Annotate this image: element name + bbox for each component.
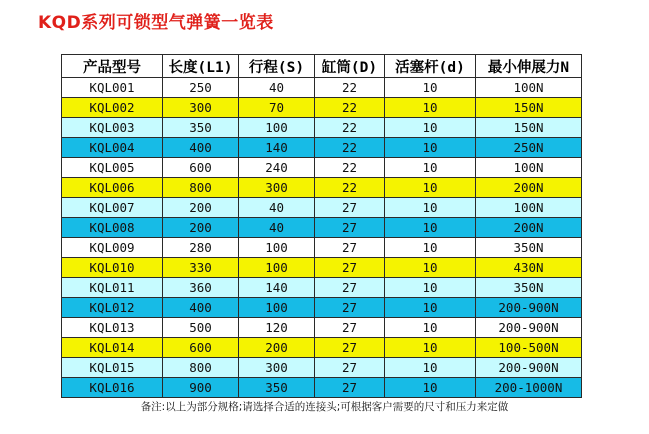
cell-min-force: 350N <box>476 238 582 258</box>
cell-stroke: 140 <box>239 278 315 298</box>
cell-piston-rod: 10 <box>385 238 476 258</box>
table-row <box>62 358 582 378</box>
cell-length: 330 <box>163 258 239 278</box>
cell-length: 600 <box>163 338 239 358</box>
cell-length: 250 <box>163 78 239 98</box>
cell-piston-rod: 10 <box>385 158 476 178</box>
cell-length: 400 <box>163 298 239 318</box>
table-row <box>62 158 582 178</box>
cell-model: KQL011 <box>62 278 163 298</box>
cell-min-force: 200-1000N <box>476 378 582 398</box>
cell-piston-rod: 10 <box>385 178 476 198</box>
cell-length: 280 <box>163 238 239 258</box>
cell-min-force: 100-500N <box>476 338 582 358</box>
table-row <box>62 198 582 218</box>
cell-stroke: 100 <box>239 298 315 318</box>
cell-model: KQL012 <box>62 298 163 318</box>
cell-min-force: 350N <box>476 278 582 298</box>
cell-cylinder: 27 <box>315 358 385 378</box>
cell-length: 350 <box>163 118 239 138</box>
cell-min-force: 100N <box>476 198 582 218</box>
spec-table-container <box>61 54 582 398</box>
table-row <box>62 98 582 118</box>
cell-cylinder: 22 <box>315 138 385 158</box>
cell-model: KQL009 <box>62 238 163 258</box>
cell-min-force: 200N <box>476 178 582 198</box>
cell-piston-rod: 10 <box>385 198 476 218</box>
cell-cylinder: 27 <box>315 318 385 338</box>
cell-min-force: 200-900N <box>476 358 582 378</box>
cell-cylinder: 22 <box>315 78 385 98</box>
cell-piston-rod: 10 <box>385 298 476 318</box>
table-row <box>62 118 582 138</box>
page-title: KQD系列可锁型气弹簧一览表 <box>38 13 274 33</box>
cell-model: KQL003 <box>62 118 163 138</box>
cell-model: KQL004 <box>62 138 163 158</box>
cell-piston-rod: 10 <box>385 218 476 238</box>
cell-cylinder: 22 <box>315 98 385 118</box>
table-row <box>62 78 582 98</box>
cell-piston-rod: 10 <box>385 138 476 158</box>
cell-stroke: 300 <box>239 358 315 378</box>
cell-cylinder: 22 <box>315 118 385 138</box>
cell-piston-rod: 10 <box>385 118 476 138</box>
header-stroke: 行程(S) <box>239 55 315 78</box>
cell-piston-rod: 10 <box>385 98 476 118</box>
cell-min-force: 250N <box>476 138 582 158</box>
table-row <box>62 218 582 238</box>
cell-model: KQL007 <box>62 198 163 218</box>
table-row <box>62 178 582 198</box>
cell-length: 900 <box>163 378 239 398</box>
cell-length: 500 <box>163 318 239 338</box>
table-body <box>62 78 582 398</box>
table-row <box>62 298 582 318</box>
cell-model: KQL014 <box>62 338 163 358</box>
table-row <box>62 138 582 158</box>
cell-cylinder: 27 <box>315 298 385 318</box>
cell-piston-rod: 10 <box>385 258 476 278</box>
cell-stroke: 140 <box>239 138 315 158</box>
header-length: 长度(L1) <box>163 55 239 78</box>
cell-piston-rod: 10 <box>385 378 476 398</box>
cell-model: KQL002 <box>62 98 163 118</box>
cell-min-force: 100N <box>476 158 582 178</box>
cell-stroke: 40 <box>239 78 315 98</box>
cell-length: 600 <box>163 158 239 178</box>
cell-min-force: 200N <box>476 218 582 238</box>
cell-piston-rod: 10 <box>385 78 476 98</box>
cell-length: 400 <box>163 138 239 158</box>
header-model: 产品型号 <box>62 55 163 78</box>
cell-stroke: 240 <box>239 158 315 178</box>
cell-piston-rod: 10 <box>385 318 476 338</box>
cell-stroke: 100 <box>239 118 315 138</box>
cell-stroke: 120 <box>239 318 315 338</box>
cell-stroke: 100 <box>239 238 315 258</box>
cell-piston-rod: 10 <box>385 358 476 378</box>
table-row <box>62 318 582 338</box>
cell-min-force: 150N <box>476 98 582 118</box>
table-row <box>62 238 582 258</box>
cell-stroke: 200 <box>239 338 315 358</box>
cell-model: KQL015 <box>62 358 163 378</box>
header-piston-rod: 活塞杆(d) <box>385 55 476 78</box>
cell-cylinder: 22 <box>315 178 385 198</box>
cell-length: 800 <box>163 178 239 198</box>
cell-model: KQL008 <box>62 218 163 238</box>
cell-model: KQL013 <box>62 318 163 338</box>
cell-cylinder: 27 <box>315 258 385 278</box>
cell-length: 200 <box>163 218 239 238</box>
footnote: 备注:以上为部分规格;请选择合适的连接头;可根据客户需要的尺寸和压力来定做 <box>140 401 509 413</box>
cell-model: KQL010 <box>62 258 163 278</box>
cell-stroke: 350 <box>239 378 315 398</box>
cell-piston-rod: 10 <box>385 278 476 298</box>
cell-model: KQL005 <box>62 158 163 178</box>
cell-cylinder: 27 <box>315 238 385 258</box>
cell-stroke: 40 <box>239 218 315 238</box>
cell-model: KQL001 <box>62 78 163 98</box>
header-min-force: 最小伸展力N <box>476 55 582 78</box>
cell-piston-rod: 10 <box>385 338 476 358</box>
cell-length: 800 <box>163 358 239 378</box>
cell-cylinder: 27 <box>315 378 385 398</box>
cell-cylinder: 27 <box>315 278 385 298</box>
cell-length: 300 <box>163 98 239 118</box>
table-row <box>62 378 582 398</box>
cell-cylinder: 22 <box>315 158 385 178</box>
cell-min-force: 200-900N <box>476 298 582 318</box>
table-row <box>62 278 582 298</box>
cell-min-force: 100N <box>476 78 582 98</box>
cell-cylinder: 27 <box>315 198 385 218</box>
cell-stroke: 40 <box>239 198 315 218</box>
cell-stroke: 100 <box>239 258 315 278</box>
cell-min-force: 430N <box>476 258 582 278</box>
header-cylinder: 缸筒(D) <box>315 55 385 78</box>
cell-length: 200 <box>163 198 239 218</box>
cell-cylinder: 27 <box>315 338 385 358</box>
cell-model: KQL006 <box>62 178 163 198</box>
cell-stroke: 70 <box>239 98 315 118</box>
table-row <box>62 338 582 358</box>
cell-stroke: 300 <box>239 178 315 198</box>
table-row <box>62 258 582 278</box>
spec-table <box>61 54 582 398</box>
table-header-row <box>62 55 582 78</box>
cell-model: KQL016 <box>62 378 163 398</box>
cell-length: 360 <box>163 278 239 298</box>
cell-min-force: 150N <box>476 118 582 138</box>
cell-min-force: 200-900N <box>476 318 582 338</box>
cell-cylinder: 27 <box>315 218 385 238</box>
